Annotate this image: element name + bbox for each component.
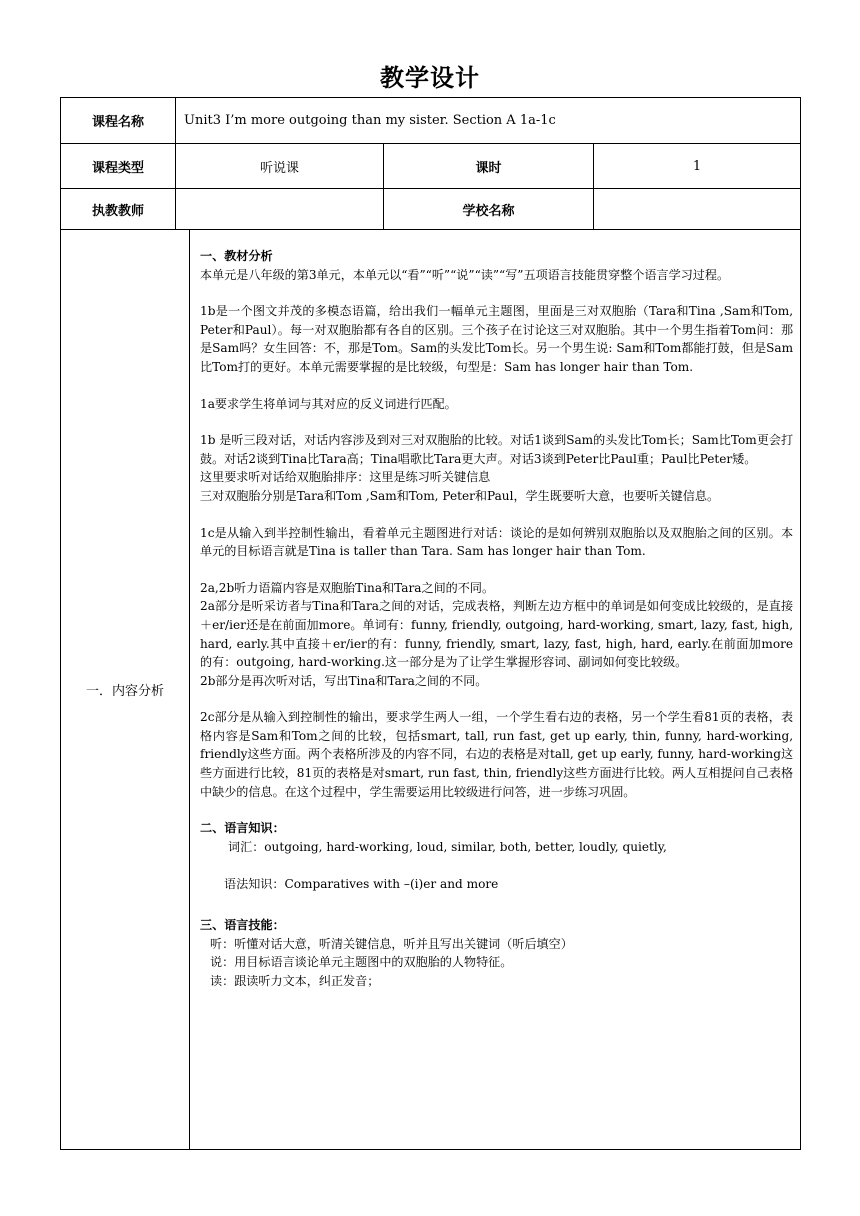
section3-heading: 三、语言技能： — [200, 918, 285, 933]
skill-listening: 听：听懂对话大意，听清关键信息，听并且写出关键词（听后填空） — [210, 936, 573, 951]
paragraph-1b-requirement: 这里要求听对话给双胞胎排序：这里是练习听关键信息 — [200, 470, 491, 485]
skill-speaking: 说：用目标语言谈论单元主题图中的双胞胎的人物特征。 — [210, 955, 513, 970]
teacher-value — [176, 189, 384, 230]
vocabulary-line: 词汇：outgoing, hard-working, loud, similar, both, better, loudly, quietly, — [228, 839, 667, 854]
course-name-row — [61, 98, 801, 144]
paragraph-1c: 1c是从输入到半控制性输出，看着单元主题图进行对话：谈论的是如何辨别双胞胎以及双胞胎之间的区别。本单元的目标语言就是Tina is taller than Tara. Sam has longer hair than Tom. — [200, 525, 794, 559]
document-title: 教学设计 — [380, 64, 480, 92]
course-type-value: 听说课 — [176, 144, 384, 189]
paragraph-2ab: 2a,2b听力语篇内容是双胞胎Tina和Tara之间的不同。 — [200, 580, 495, 595]
content-analysis-row — [61, 230, 801, 1150]
course-name-value: Unit3 I’m more outgoing than my sister. Section A 1a-1c — [176, 98, 801, 144]
skill-reading: 读：跟读听力文本，纠正发音； — [210, 973, 380, 988]
teacher-school-row — [61, 189, 801, 230]
course-type-label: 课程类型 — [61, 144, 176, 189]
section1-heading: 一、教材分析 — [200, 249, 273, 263]
paragraph-1b-twins: 三对双胞胎分别是Tara和Tom ,Sam和Tom, Peter和Paul，学生既要听大意，也要听关键信息。 — [200, 488, 720, 503]
course-type-row — [61, 144, 801, 189]
paragraph-1a: 1a要求学生将单词与其对应的反义词进行匹配。 — [200, 396, 457, 411]
section1-intro: 本单元是八年级的第3单元，本单元以“看”“听”“说”“读”“写”五项语言技能贯穿整个语言学习过程。 — [200, 267, 730, 282]
course-name-label: 课程名称 — [61, 98, 176, 144]
content-analysis-body — [190, 230, 801, 1150]
school-label: 学校名称 — [384, 189, 594, 230]
period-value: 1 — [594, 144, 801, 189]
paragraph-2b: 2b部分是再次听对话，写出Tina和Tara之间的不同。 — [200, 673, 488, 688]
period-label: 课时 — [384, 144, 594, 189]
grammar-line: 语法知识：Comparatives with –(i)er and more — [224, 877, 499, 892]
paragraph-2c: 2c部分是从输入到控制性的输出，要求学生两人一组，一个学生看右边的表格，另一个学生看81页的表格，表格内容是Sam和Tom之间的比较，包括smart, tall, run fast, get up early, thin, funny, hard-working, friendly这些方面。两个表格所涉及的内容不同，右边的表格是对tall, get up early, funny, hard-working这些方面进行比较，81页的表格是对smart, run fast, thin, friendly这些方面进行比较。两人互相提问自己表格中缺少的信息。在这个过程中，学生需要运用比较级进行问答，进一步练习巩固。 — [200, 710, 794, 799]
teacher-label: 执教教师 — [61, 189, 176, 230]
lesson-design-table — [60, 97, 801, 1150]
paragraph-1b: 1b是一个图文并茂的多模态语篇，给出我们一幅单元主题图，里面是三对双胞胎（Tara和Tina ,Sam和Tom, Peter和Paul）。每一对双胞胎都有各自的区别。三个孩子在讨论这三对双胞胎。其中一个男生指着Tom问：那是Sam吗？女生回答：不，那是Tom。Sam的头发比Tom长。另一个男生说: Sam和Tom都能打鼓，但是Sam比Tom打的更好。本单元需要掌握的是比较级，句型是：Sam has longer hair than Tom. — [200, 304, 794, 374]
section2-heading: 二、语言知识： — [200, 821, 285, 836]
content-analysis-label: 一．内容分析 — [61, 230, 190, 1150]
paragraph-2a: 2a部分是听采访者与Tina和Tara之间的对话，完成表格，判断左边方框中的单词是如何变成比较级的，是直接＋er/ier还是在前面加more。单词有：funny, friendly, outgoing, hard-working, smart, lazy, fast, high, hard, early.其中直接＋er/ier的有：funny, friendly, smart, lazy, fast, high, hard, early.在前面加more的有：outgoing, hard-working.这一部分是为了让学生掌握形容词、副词如何变比较级。 — [200, 599, 794, 670]
paragraph-1b-listening: 1b 是听三段对话，对话内容涉及到对三对双胞胎的比较。对话1谈到Sam的头发比Tom长；Sam比Tom更会打鼓。对话2谈到Tina比Tara高；Tina唱歌比Tara更大声。对话3谈到Peter比Paul重；Paul比Peter矮。 — [200, 433, 794, 466]
school-value — [594, 189, 801, 230]
